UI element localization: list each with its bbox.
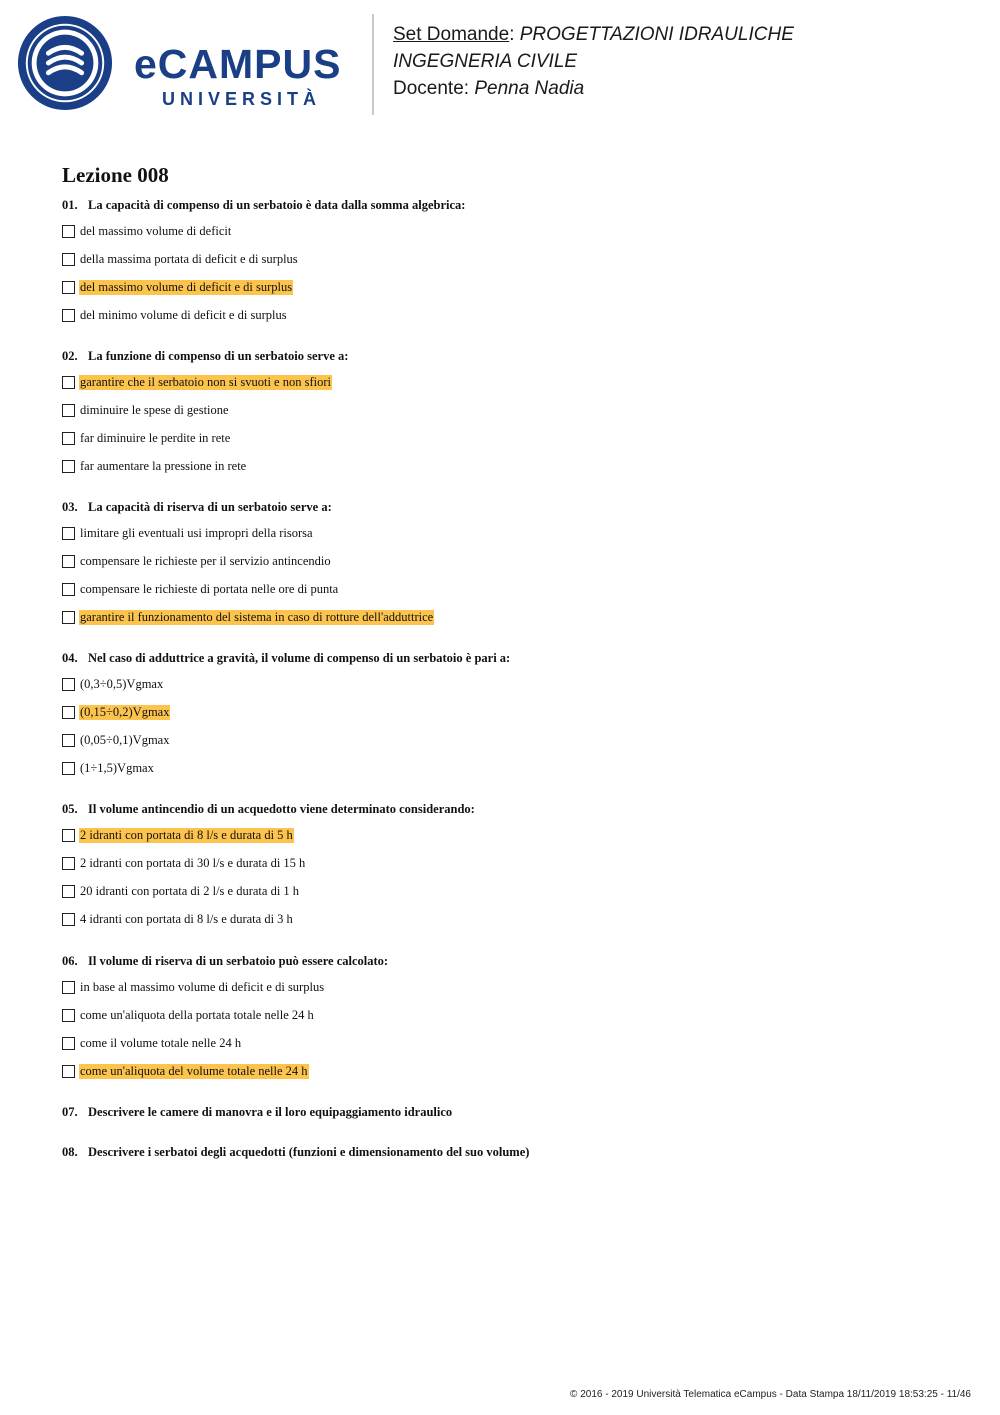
course-subtitle: INGEGNERIA CIVILE [393, 51, 578, 72]
question-label: Descrivere le camere di manovra e il loro equipaggiamento idraulico [88, 1105, 453, 1119]
lesson-title: Lezione 008 [62, 163, 169, 187]
question-text [62, 499, 332, 515]
answer-checkbox[interactable] [62, 460, 75, 473]
correct-answer-label: garantire il funzionamento del sistema in caso di rotture dell'adduttrice [80, 609, 434, 624]
question-text [62, 953, 388, 969]
answer-label: (0,3÷0,5)Vgmax [80, 676, 164, 691]
answer-checkbox[interactable] [62, 281, 75, 294]
question-label: Il volume di riserva di un serbatoio può essere calcolato: [88, 954, 389, 968]
answer-option[interactable] [62, 827, 294, 843]
answer-label: 20 idranti con portata di 2 l/s e durata di 1 h [80, 883, 300, 898]
question-label: La funzione di compenso di un serbatoio serve a: [88, 349, 349, 363]
correct-answer-label: come un'aliquota del volume totale nelle 24 h [80, 1063, 308, 1078]
answer-checkbox[interactable] [62, 913, 75, 926]
answer-checkbox[interactable] [62, 225, 75, 238]
ecampus-seal-icon [16, 14, 114, 112]
answer-option[interactable] [62, 676, 164, 692]
answer-label: in base al massimo volume di deficit e di surplus [80, 979, 325, 994]
answer-checkbox[interactable] [62, 555, 75, 568]
question-text [62, 1144, 529, 1160]
correct-answer-label: (0,15÷0,2)Vgmax [80, 704, 170, 719]
answer-label: (0,05÷0,1)Vgmax [80, 732, 170, 747]
answer-checkbox[interactable] [62, 1037, 75, 1050]
answer-option[interactable] [62, 883, 300, 899]
answer-option[interactable] [62, 1063, 309, 1079]
question-number: 02. [62, 349, 78, 363]
docente-name: Penna Nadia [474, 78, 585, 99]
docente-label: Docente: [393, 78, 470, 99]
set-line: Set Domande: PROGETTAZIONI IDRAULICHE [393, 24, 794, 45]
question-text [62, 197, 465, 213]
answer-checkbox[interactable] [62, 857, 75, 870]
answer-label: far diminuire le perdite in rete [80, 430, 231, 445]
answer-option[interactable] [62, 581, 339, 597]
answer-option[interactable] [62, 704, 170, 720]
answer-option[interactable] [62, 279, 293, 295]
question-text [62, 348, 348, 364]
answer-checkbox[interactable] [62, 527, 75, 540]
answer-option[interactable] [62, 553, 332, 569]
question-number: 05. [62, 802, 78, 816]
question-label: La capacità di compenso di un serbatoio è data dalla somma algebrica: [88, 198, 466, 212]
answer-option[interactable] [62, 1035, 242, 1051]
question-number: 04. [62, 651, 78, 665]
answer-option[interactable] [62, 307, 288, 323]
answer-label: del massimo volume di deficit [80, 223, 232, 238]
question-text [62, 1104, 452, 1120]
question-number: 06. [62, 954, 78, 968]
correct-answer-label: 2 idranti con portata di 8 l/s e durata di 5 h [80, 827, 293, 842]
answer-checkbox[interactable] [62, 829, 75, 842]
answer-checkbox[interactable] [62, 1009, 75, 1022]
answer-option[interactable] [62, 855, 306, 871]
answer-option[interactable] [62, 609, 434, 625]
question-number: 03. [62, 500, 78, 514]
brand-name: eCAMPUS [134, 41, 342, 87]
answer-label: 2 idranti con portata di 30 l/s e durata di 15 h [80, 855, 306, 870]
answer-option[interactable] [62, 374, 332, 390]
question-number: 07. [62, 1105, 78, 1119]
answer-option[interactable] [62, 251, 299, 267]
answer-option[interactable] [62, 402, 230, 418]
question-text [62, 650, 510, 666]
answer-checkbox[interactable] [62, 611, 75, 624]
question-label: Descrivere i serbatoi degli acquedotti (funzioni e dimensionamento del suo volume) [88, 1145, 530, 1159]
answer-option[interactable] [62, 732, 170, 748]
question-number: 08. [62, 1145, 78, 1159]
brand-subtitle: UNIVERSITÀ [162, 89, 322, 109]
answer-option[interactable] [62, 525, 314, 541]
answer-checkbox[interactable] [62, 762, 75, 775]
answer-checkbox[interactable] [62, 309, 75, 322]
answer-label: compensare le richieste per il servizio antincendio [80, 553, 331, 568]
answer-checkbox[interactable] [62, 981, 75, 994]
answer-label: come il volume totale nelle 24 h [80, 1035, 242, 1050]
set-label: Set Domande [393, 24, 510, 45]
question-text [62, 801, 475, 817]
answer-checkbox[interactable] [62, 253, 75, 266]
question-label: La capacità di riserva di un serbatoio serve a: [88, 500, 332, 514]
question-label: Il volume antincendio di un acquedotto viene determinato considerando: [88, 802, 475, 816]
answer-option[interactable] [62, 911, 294, 927]
answer-checkbox[interactable] [62, 432, 75, 445]
answer-label: come un'aliquota della portata totale nelle 24 h [80, 1007, 314, 1022]
answer-label: compensare le richieste di portata nelle ore di punta [80, 581, 339, 596]
question-label: Nel caso di adduttrice a gravità, il volume di compenso di un serbatoio è pari a: [88, 651, 511, 665]
answer-option[interactable] [62, 1007, 315, 1023]
answer-checkbox[interactable] [62, 734, 75, 747]
answer-option[interactable] [62, 458, 247, 474]
header-divider [372, 14, 374, 115]
answer-label: (1÷1,5)Vgmax [80, 760, 154, 775]
docente-line [393, 75, 584, 102]
answer-checkbox[interactable] [62, 1065, 75, 1078]
answer-label: del minimo volume di deficit e di surplus [80, 307, 287, 322]
answer-label: limitare gli eventuali usi impropri della risorsa [80, 525, 313, 540]
correct-answer-label: del massimo volume di deficit e di surplus [80, 279, 293, 294]
answer-label: far aumentare la pressione in rete [80, 458, 247, 473]
answer-checkbox[interactable] [62, 376, 75, 389]
answer-option[interactable] [62, 760, 155, 776]
answer-checkbox[interactable] [62, 706, 75, 719]
answer-label: diminuire le spese di gestione [80, 402, 229, 417]
answer-label: della massima portata di deficit e di surplus [80, 251, 298, 266]
answer-checkbox[interactable] [62, 404, 75, 417]
answer-option[interactable] [62, 979, 325, 995]
answer-option[interactable] [62, 223, 232, 239]
correct-answer-label: garantire che il serbatoio non si svuoti e non sfiori [80, 374, 331, 389]
answer-checkbox[interactable] [62, 678, 75, 691]
answer-label: 4 idranti con portata di 8 l/s e durata di 3 h [80, 911, 293, 926]
question-number: 01. [62, 198, 78, 212]
course-title: PROGETTAZIONI IDRAULICHE [519, 24, 794, 45]
answer-checkbox[interactable] [62, 583, 75, 596]
print-footer: © 2016 - 2019 Università Telematica eCampus - Data Stampa 18/11/2019 18:53:25 - 11/46 [570, 1389, 971, 1400]
course-subtitle-line [393, 48, 577, 75]
answer-option[interactable] [62, 430, 231, 446]
answer-checkbox[interactable] [62, 885, 75, 898]
